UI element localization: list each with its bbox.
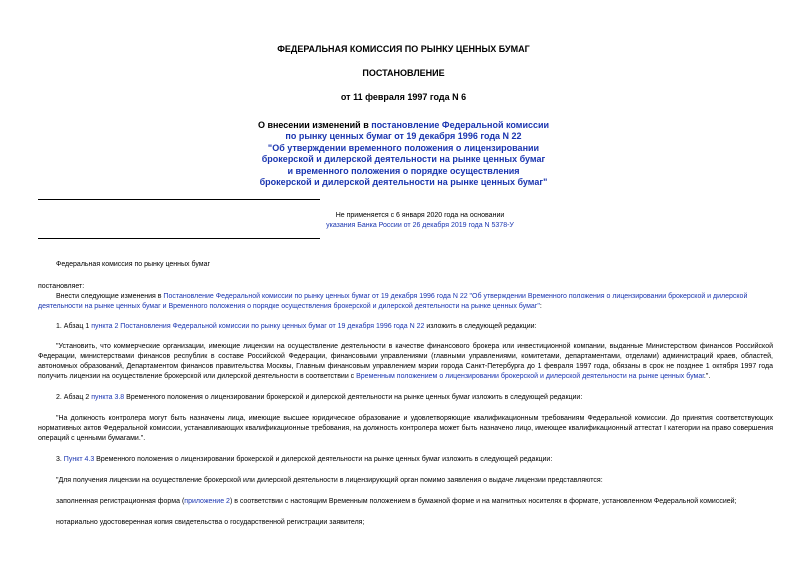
p3-link[interactable]: Временным положением о лицензировании брокерской и дилерской деятельности на рынке ценных бумаг (356, 373, 704, 380)
title-line-5[interactable]: и временного положения о порядке осуществления (287, 165, 520, 176)
title-line-4[interactable]: брокерской и дилерской деятельности на рынке ценных бумаг (261, 154, 546, 165)
p6-link[interactable]: Пункт 4.3 (63, 456, 95, 463)
p2-link[interactable]: пункта 2 Постановления Федеральной комиссии по рынку ценных бумаг от 19 декабря 1996 года N 22 (91, 323, 425, 330)
paragraph-9: нотариально удостоверенная копия свидетельства о государственной регистрации заявителя; (56, 519, 365, 526)
title-link[interactable]: постановление Федеральной комиссии (371, 120, 550, 130)
p8-link[interactable]: приложение 2 (184, 498, 230, 505)
title-line-1: О внесении изменений в (257, 120, 372, 130)
paragraph-6: 3. Пункт 4.3 Временного положения о лицензировании брокерской и дилерской деятельности на рынке ценных бумаг изложить в следующей редакции: (56, 456, 553, 463)
paragraph-7: "Для получения лицензии на осуществление брокерской или дилерской деятельности в лицензирующий орган помимо заявления о выдаче лицензии представляются: (56, 477, 603, 484)
title-line-3[interactable]: "Об утверждении временного положения о лицензировании (267, 142, 540, 153)
document-title (0, 120, 807, 188)
paragraph-3: "Установить, что коммерческие организации, имеющие лицензии на осуществление деятельности в качестве финансового брокера или инвестиционной компании, выданные Министерством финансов Российской Федерации, министерствами финансов республик в составе Российской Федерации, финансовыми управлениями (главными управлениями, комитетами, департаментами, отделами) администраций краев, областей, автономных образований, Департаментом финансов правительства Москвы, Главным финансовым управлением мэрии города Санкт-Петербурга до 1 февраля 1997 года, обязаны в срок не позднее 1 октября 1997 года получить лицензии на осуществление брокерской или дилерской деятельности в соответствии с Временным положением о лицензировании брокерской и дилерской деятельности на рынке ценных бумаг.". (38, 343, 773, 380)
title-line-6[interactable]: брокерской и дилерской деятельности на рынке ценных бумаг" (259, 177, 548, 188)
separator-bottom (38, 238, 320, 239)
status-notice (300, 211, 540, 231)
paragraph-5: "На должность контролера могут быть назначены лица, имеющие высшее юридическое образование и удовлетворяющие квалификационным требованиям Федеральной комиссии. До принятия соответствующих нормативных актов Федеральной комиссии, устанавливающих квалификационные требования, на должность контролера может быть назначено лицо, имеющее квалификационный аттестат I категории на право совершения операций с ценными бумагами.". (38, 415, 773, 442)
authority-text: Федеральная комиссия по рынку ценных бумаг (56, 261, 211, 268)
org-heading: ФЕДЕРАЛЬНАЯ КОМИССИЯ ПО РЫНКУ ЦЕННЫХ БУМАГ (277, 44, 530, 54)
notice-line-1: Не применяется с 6 января 2020 года на основании (335, 212, 505, 219)
p4-link[interactable]: пункта 3.8 (91, 394, 125, 401)
notice-link[interactable]: указания Банка России от 26 декабря 2019 года N 5378-У (326, 222, 514, 229)
paragraph-8: заполненная регистрационная форма (приложение 2) в соответствии с настоящим Временным положением в бумажной форме и на магнитных носителях в формате, установленном Федеральной комиссией; (56, 498, 737, 505)
decides-text: постановляет: (38, 283, 85, 290)
title-line-2[interactable]: по рынку ценных бумаг от 19 декабря 1996 года N 22 (285, 131, 522, 142)
doc-date-number: от 11 февраля 1997 года N 6 (340, 92, 467, 102)
paragraph-4: 2. Абзац 2 пункта 3.8 Временного положения о лицензировании брокерской и дилерской деятельности на рынке ценных бумаг изложить в следующей редакции: (56, 394, 583, 401)
doc-type-heading: ПОСТАНОВЛЕНИЕ (362, 68, 445, 78)
paragraph-1: Внести следующие изменения в Постановление Федеральной комиссии по рынку ценных бумаг от 19 декабря 1996 года N 22 "Об утверждении Временного положения о лицензировании брокерской и дилерской деятельности на рынке ценных бумаг и Временного положения о порядке осуществления брокерской и дилерской деятельности на рынке ценных бумаг": (38, 293, 748, 310)
paragraph-2: 1. Абзац 1 пункта 2 Постановления Федеральной комиссии по рынку ценных бумаг от 19 декабря 1996 года N 22 изложить в следующей редакции: (56, 323, 537, 330)
p1-link[interactable]: Постановление Федеральной комиссии по рынку ценных бумаг от 19 декабря 1996 года N 22 "Об утверждении Временного положения о лицензировании брокерской и дилерской деятельности на рынке ценных бумаг и Временного положения о порядке осуществления брокерской и дилерской деятельности на рынке ценных бумаг" (38, 293, 748, 310)
separator-top (38, 199, 320, 200)
